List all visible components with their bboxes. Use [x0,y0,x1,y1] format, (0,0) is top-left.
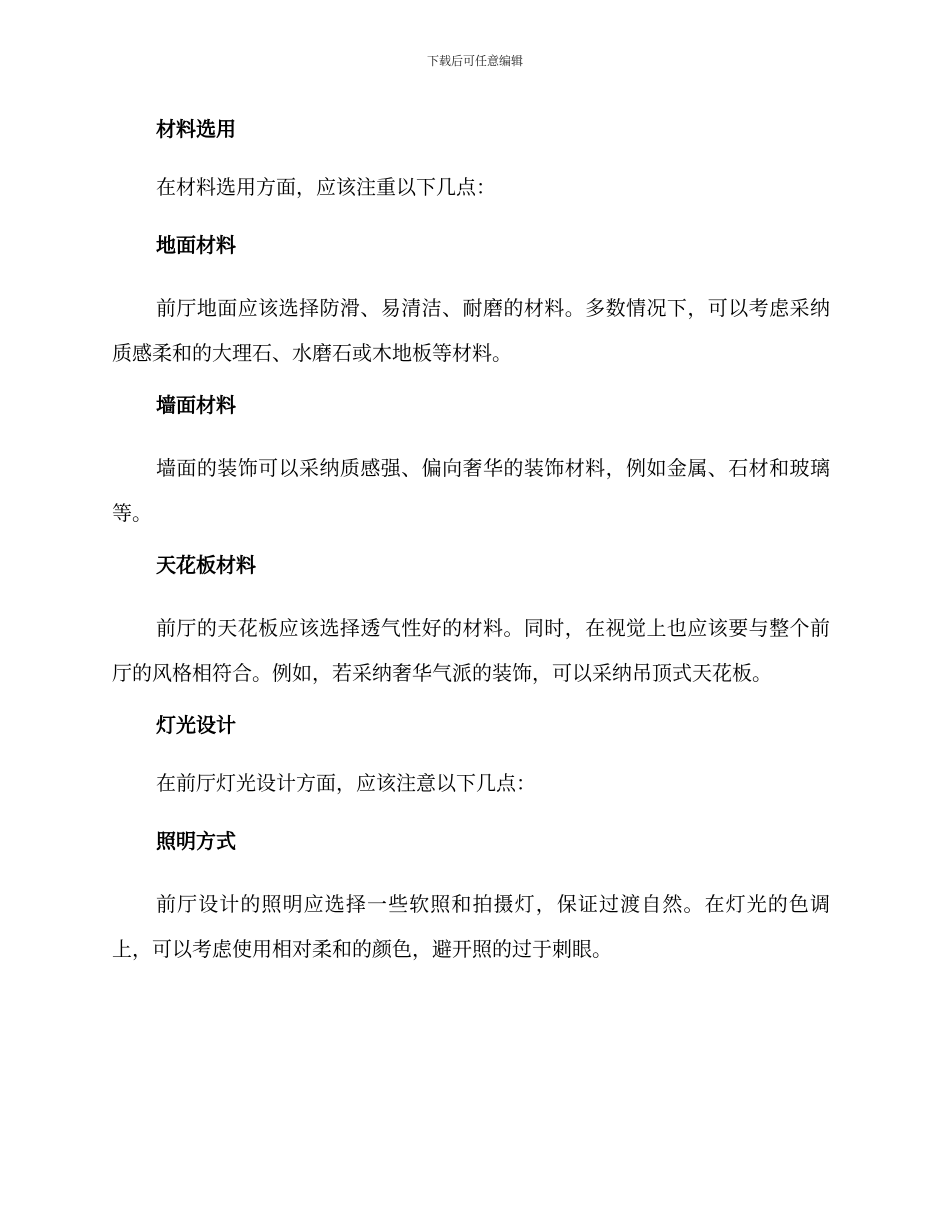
section-heading-illumination: 照明方式 [156,829,236,853]
document-body [112,112,830,984]
section-text-lighting: 在前厅灯光设计方面，应该注意以下几点： [156,771,536,795]
section-heading-floor: 地面材料 [156,233,236,257]
section-heading-materials: 材料选用 [156,117,236,141]
section-text-materials: 在材料选用方面，应该注重以下几点： [156,175,496,199]
section-text-illumination: 前厅设计的照明应选择一些软照和拍摄灯，保证过渡自然。在灯光的色调上，可以考虑使用相对柔和的颜色，避开照的过于刺眼。 [112,892,830,961]
page-header: 下载后可任意编辑 [426,54,523,68]
section-heading-lighting: 灯光设计 [156,713,236,737]
section-heading-wall: 墙面材料 [156,393,236,417]
section-text-wall: 墙面的装饰可以采纳质感强、偏向奢华的装饰材料，例如金属、石材和玻璃等。 [112,456,830,525]
section-text-floor: 前厅地面应该选择防滑、易清洁、耐磨的材料。多数情况下，可以考虑采纳质感柔和的大理石、水磨石或木地板等材料。 [112,296,830,365]
section-text-ceiling: 前厅的天花板应该选择透气性好的材料。同时，在视觉上也应该要与整个前厅的风格相符合。例如，若采纳奢华气派的装饰，可以采纳吊顶式天花板。 [112,616,830,685]
section-heading-ceiling: 天花板材料 [156,553,256,577]
